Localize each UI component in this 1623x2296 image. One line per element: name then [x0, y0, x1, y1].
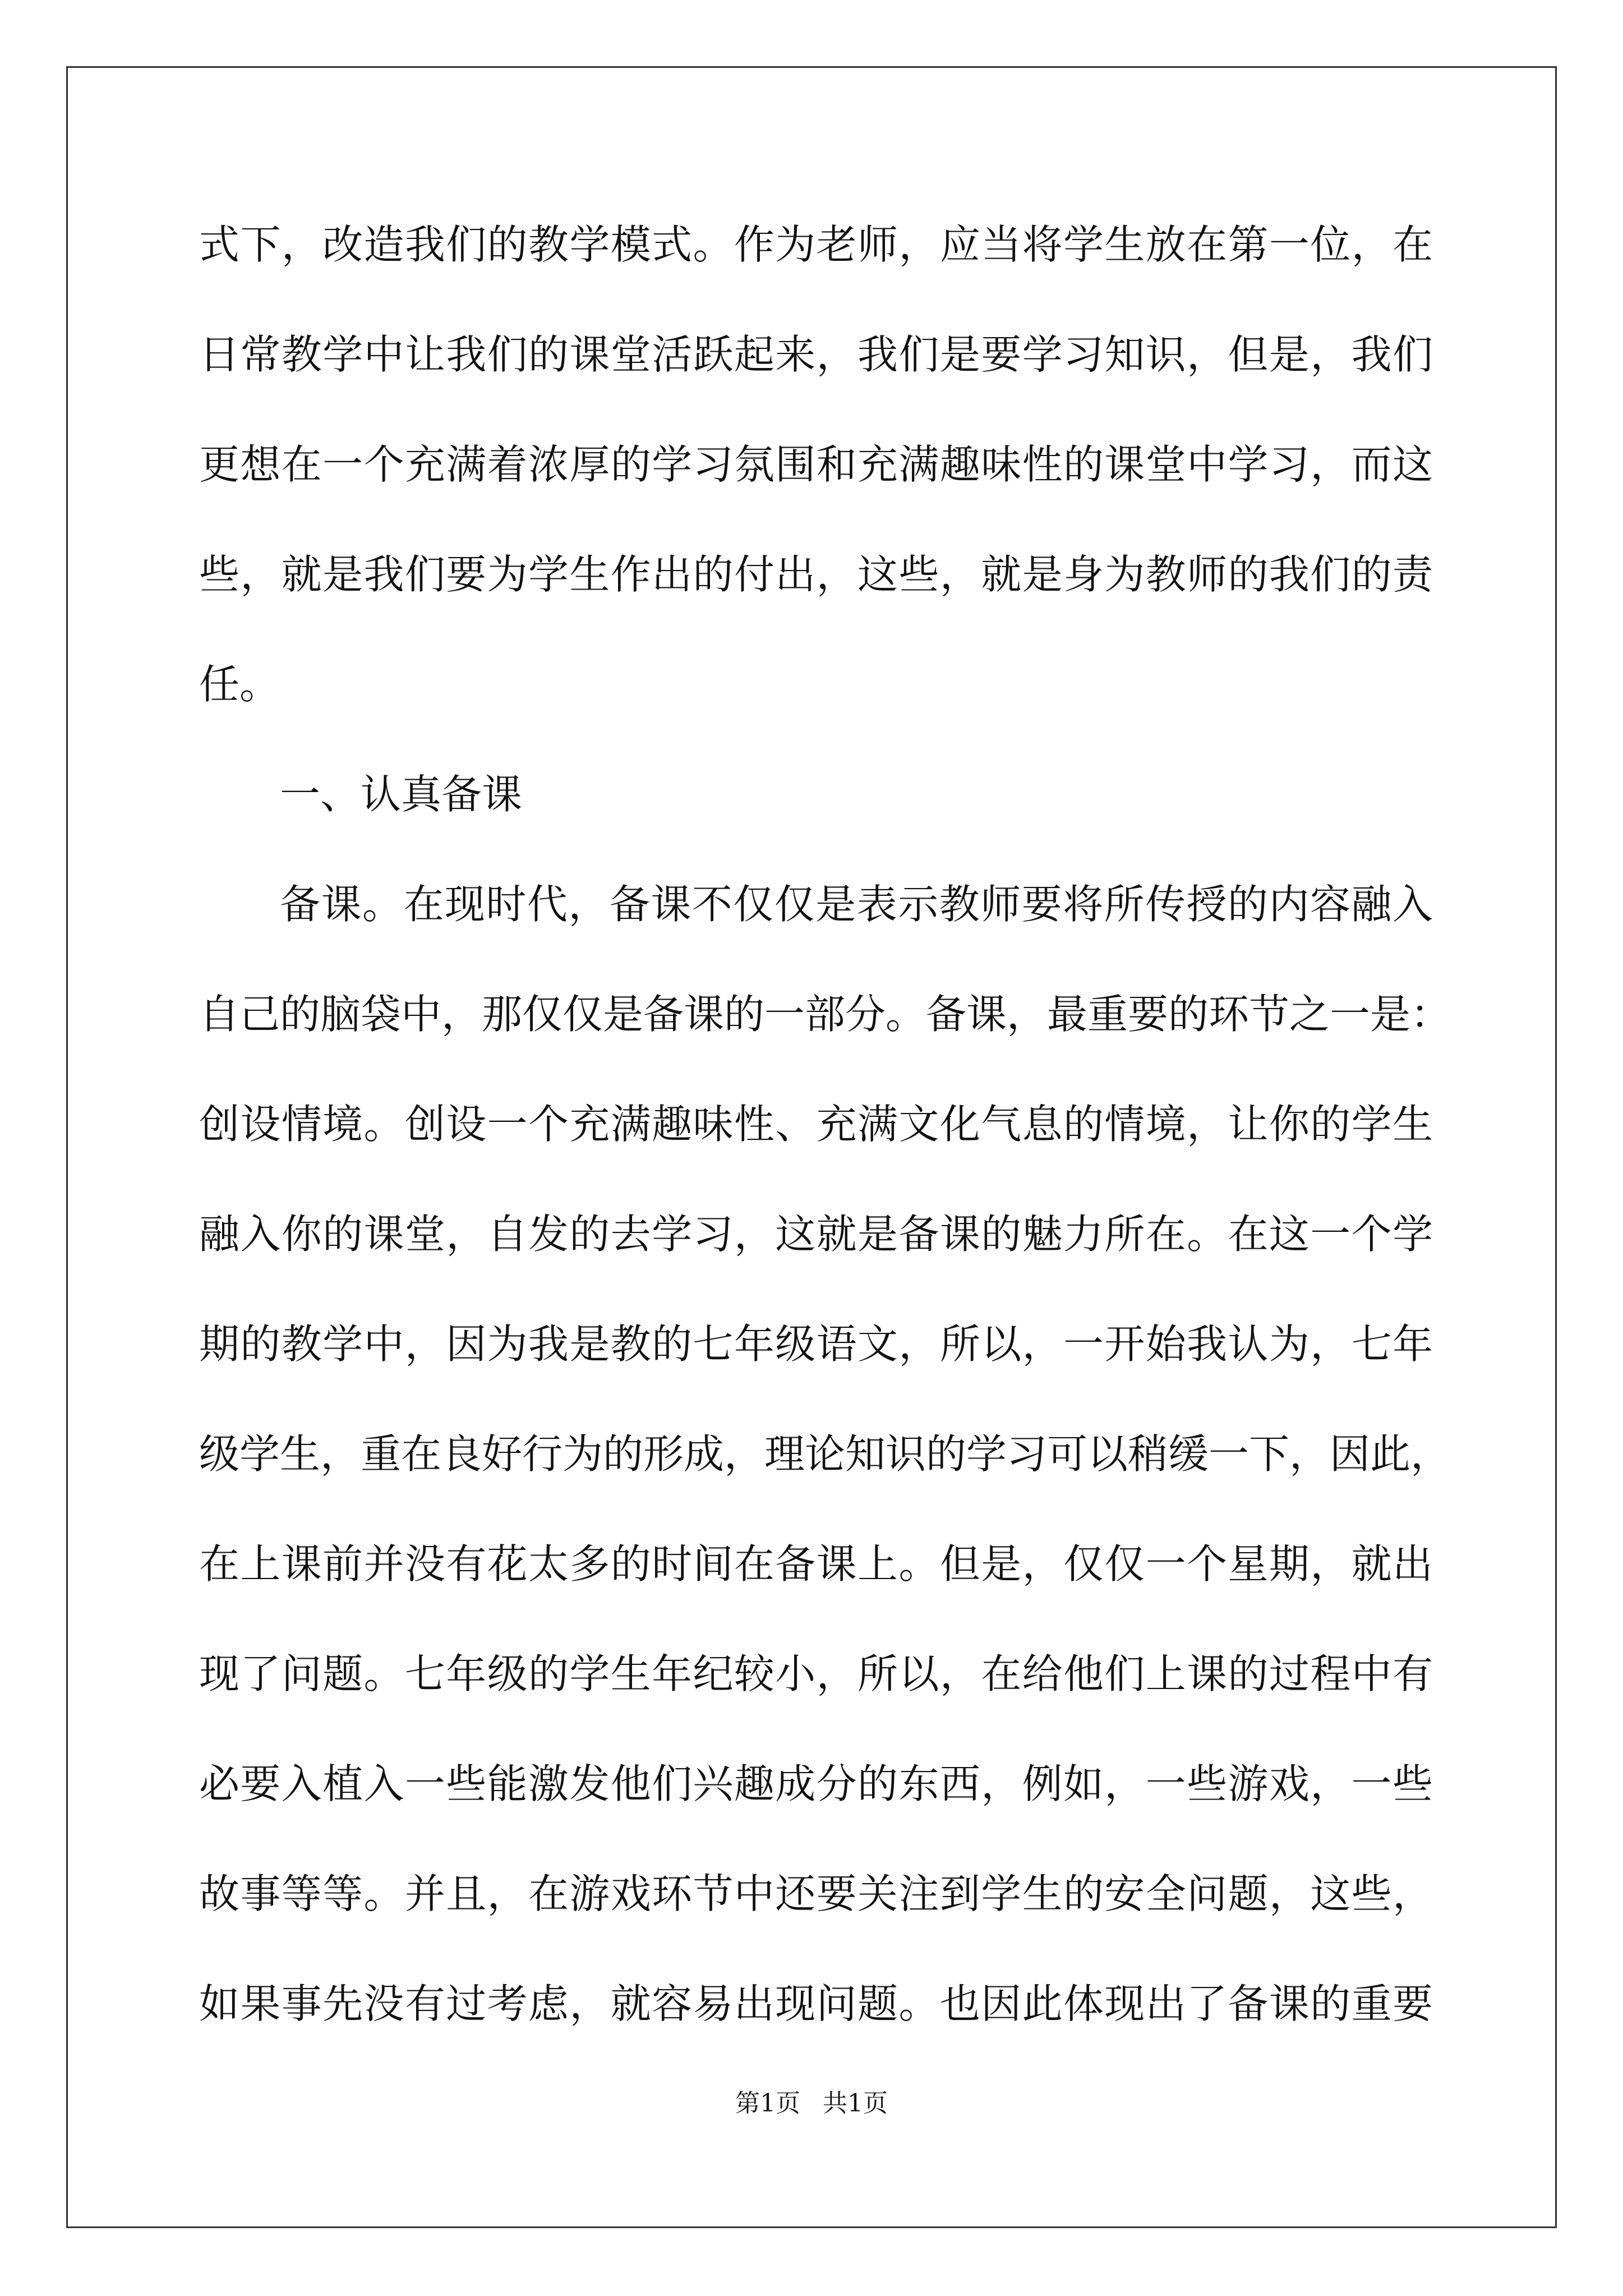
text-line: 日常教学中让我们的课堂活跃起来，我们是要学习知识，但是，我们: [199, 331, 1433, 378]
text-line: 任。: [199, 661, 280, 708]
text-line: 自己的脑袋中，那仅仅是备课的一部分。备课，最重要的环节之一是：: [199, 991, 1451, 1038]
section-heading: 一、认真备课: [280, 771, 523, 818]
page-footer: [0, 2087, 1623, 2120]
text-line: 现了问题。七年级的学生年纪较小，所以，在给他们上课的过程中有: [199, 1650, 1433, 1697]
text-line: 期的教学中，因为我是教的七年级语文，所以，一开始我认为，七年: [199, 1320, 1433, 1368]
page-total: 共1页: [823, 2089, 888, 2118]
text-line: 故事等等。并且，在游戏环节中还要关注到学生的安全问题，这些，: [199, 1870, 1433, 1917]
text-line: 如果事先没有过考虑，就容易出现问题。也因此体现出了备课的重要: [199, 1980, 1433, 2027]
text-line: 备课。在现时代，备课不仅仅是表示教师要将所传授的内容融入: [280, 881, 1433, 928]
text-line: 必要入植入一些能激发他们兴趣成分的东西，例如，一些游戏，一些: [199, 1760, 1433, 1807]
text-line: 级学生，重在良好行为的形成，理论知识的学习可以稍缓一下，因此，: [199, 1430, 1451, 1478]
text-line: 更想在一个充满着浓厚的学习氛围和充满趣味性的课堂中学习，而这: [199, 441, 1433, 488]
text-line: 式下，改造我们的教学模式。作为老师，应当将学生放在第一位，在: [199, 221, 1433, 268]
text-line: 在上课前并没有花太多的时间在备课上。但是，仅仅一个星期，就出: [199, 1540, 1433, 1588]
text-line: 创设情境。创设一个充满趣味性、充满文化气息的情境，让你的学生: [199, 1101, 1433, 1148]
page-number: 第1页: [735, 2089, 800, 2118]
document-body: [199, 217, 1451, 2086]
text-line: 融入你的课堂，自发的去学习，这就是备课的魅力所在。在这一个学: [199, 1211, 1433, 1258]
text-line: 些，就是我们要为学生作出的付出，这些，就是身为教师的我们的责: [199, 551, 1433, 598]
